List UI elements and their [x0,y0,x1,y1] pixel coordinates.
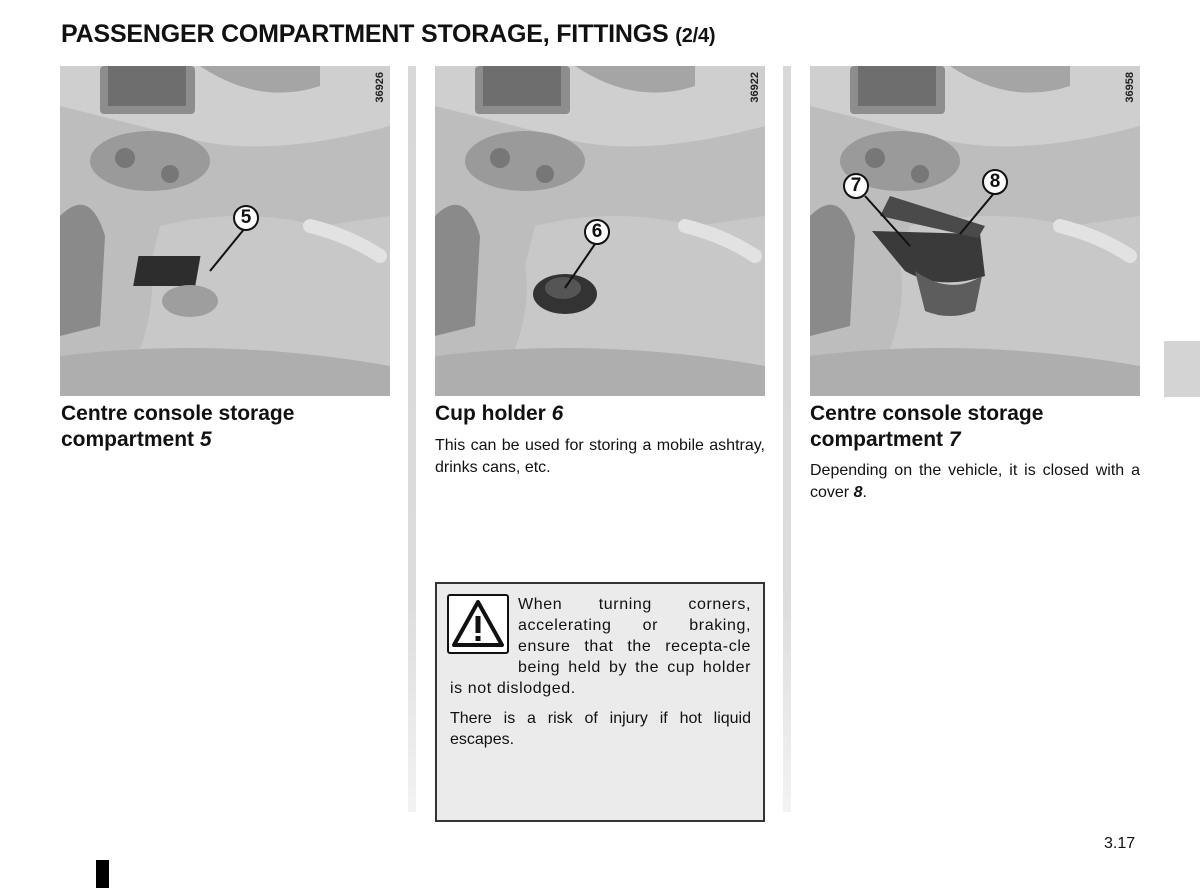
warning-paragraph-2: There is a risk of injury if hot liquid escapes. [450,710,751,748]
figure-cup-holder-6 [435,66,765,396]
heading-ref: 5 [199,428,212,451]
bottom-marker [96,860,109,888]
figure-code: 36958 [1124,72,1136,103]
callout-7: 7 [843,173,869,199]
page-title-text: PASSENGER COMPARTMENT STORAGE, FITTINGS [61,20,669,48]
heading-console-storage-5 [61,401,381,453]
page-title-part: (2/4) [675,25,716,47]
page-number: 3.17 [1104,835,1136,852]
warning-triangle-icon [447,594,509,654]
page-title [61,20,715,49]
section-tab [1164,341,1200,397]
heading-cup-holder-6 [435,401,765,427]
figure-code: 36922 [749,72,761,103]
callout-5: 5 [233,205,259,231]
warning-box [435,582,765,822]
heading-text: Cup holder [435,402,546,425]
figure-illustration [60,66,390,396]
heading-ref: 6 [551,402,564,425]
figure-console-storage-5 [60,66,390,396]
figure-console-storage-7-cover-8 [810,66,1140,396]
description-text: Depending on the vehicle, it is closed with a cover [810,462,1140,501]
column-divider-2 [783,66,791,812]
heading-ref: 7 [948,428,961,451]
heading-text: Centre console storage compartment [61,402,295,451]
cover-ref: 8 [853,484,863,501]
warning-paragraph-1: When turning corners, accelerating or braking, ensure that the recepta-cle being held by the cup holder is not dislodged. [450,596,751,697]
console-storage-7-description [810,460,1140,504]
column-divider-1 [408,66,416,812]
figure-code: 36926 [374,72,386,103]
cup-holder-description: This can be used for storing a mobile ashtray, drinks cans, etc. [435,437,765,476]
callout-6: 6 [584,219,610,245]
callout-8: 8 [982,169,1008,195]
figure-illustration [810,66,1140,396]
description-end: . [862,484,867,501]
heading-console-storage-7 [810,401,1140,453]
heading-text: Centre console storage compartment [810,402,1044,451]
